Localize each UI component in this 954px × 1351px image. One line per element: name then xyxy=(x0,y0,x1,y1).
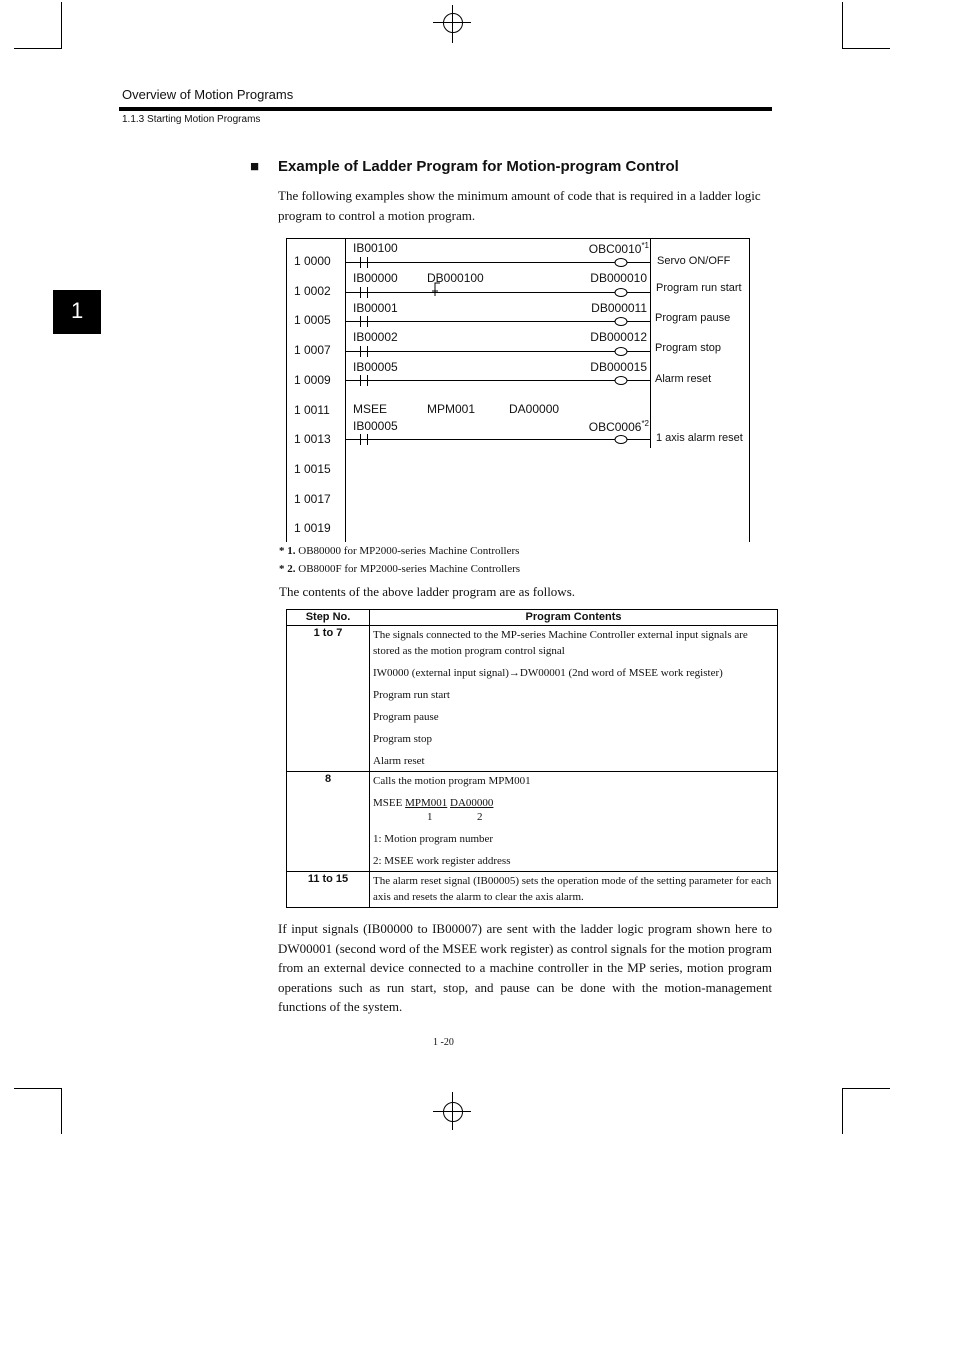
contents-line: 1: Motion program number xyxy=(373,833,494,845)
coil-label: DB000011 xyxy=(591,301,647,315)
section-heading: Example of Ladder Program for Motion-program Control xyxy=(278,158,679,175)
footnote xyxy=(279,545,519,557)
chapter-number: 1 xyxy=(71,298,84,323)
contents-line: 2: MSEE work register address xyxy=(373,855,511,867)
msee-register: DA00000 xyxy=(450,797,494,809)
step-number: 1 0015 xyxy=(294,462,331,476)
column-header: Step No. xyxy=(287,610,370,626)
msee-command: MSEE xyxy=(373,797,403,809)
contents-cell xyxy=(370,626,778,772)
contact-label: IB00005 xyxy=(353,419,398,433)
contact-label: IB00005 xyxy=(353,360,398,374)
rung-comment: Program stop xyxy=(655,342,722,354)
footnote-mark: *2 xyxy=(641,419,649,428)
coil-label: DB000010 xyxy=(590,271,647,285)
registration-mark xyxy=(443,1102,463,1122)
rung-comment: Alarm reset xyxy=(655,373,712,385)
running-header-subsection: 1.1.3 Starting Motion Programs xyxy=(122,114,261,125)
intro-paragraph: The following examples show the minimum amount of code that is required in a ladder logic program to control a motion program. xyxy=(278,188,761,223)
step-cell: 8 xyxy=(287,772,370,872)
contents-line: Calls the motion program MPM001 xyxy=(373,775,531,787)
step-cell: 11 to 15 xyxy=(287,872,370,908)
msee-program: MPM001 xyxy=(427,402,476,416)
step-number: 1 0002 xyxy=(294,284,331,298)
footnote-mark: * 2. xyxy=(279,563,296,575)
contact-label: DB000100 xyxy=(427,271,484,285)
rung-comment: Program pause xyxy=(655,312,731,324)
column-header: Program Contents xyxy=(370,610,778,626)
contact-label: IB00000 xyxy=(353,271,398,285)
step-number: 1 0017 xyxy=(294,492,331,506)
contents-line: IW0000 (external input signal)→DW00001 (2nd word of MSEE work register) xyxy=(373,667,723,679)
step-number: 1 0011 xyxy=(294,403,330,417)
step-number: 1 0019 xyxy=(294,521,331,535)
section-bullet: ■ xyxy=(250,158,260,175)
footnote xyxy=(279,563,520,575)
rung-comment: 1 axis alarm reset xyxy=(656,432,743,444)
table-row xyxy=(287,626,778,772)
crop-mark xyxy=(842,48,890,49)
table-row xyxy=(287,772,778,872)
contents-line: Alarm reset xyxy=(373,755,425,767)
contents-intro: The contents of the above ladder program are as follows. xyxy=(279,584,576,599)
crop-mark xyxy=(14,48,62,49)
footnote-mark: * 1. xyxy=(279,545,296,557)
crop-mark xyxy=(61,1088,62,1134)
contact-label: IB00100 xyxy=(353,241,398,255)
crop-mark xyxy=(61,2,62,48)
contact-label: IB00002 xyxy=(353,330,398,344)
coil-label: OBC0010$^{*1}$ xyxy=(588,241,649,256)
ladder-diagram xyxy=(286,238,750,542)
crop-mark xyxy=(842,2,843,48)
msee-number: 2 xyxy=(477,811,483,823)
coil-label: OBC0006$^{*2}$ xyxy=(588,419,649,434)
program-contents-table xyxy=(286,609,778,908)
msee-register: DA00000 xyxy=(509,402,560,416)
table-row xyxy=(287,872,778,908)
contents-line: Program pause xyxy=(373,711,439,723)
crop-mark xyxy=(14,1088,62,1089)
crop-mark xyxy=(842,1088,843,1134)
msee-program: MPM001 xyxy=(405,797,448,809)
contents-cell xyxy=(370,772,778,872)
rung-comment: Servo ON/OFF xyxy=(657,255,731,267)
footnote-text: OB80000 for MP2000-series Machine Controllers xyxy=(298,545,520,557)
rung-comment: Program run start xyxy=(656,282,742,294)
header-rule xyxy=(119,107,772,111)
step-number: 1 0013 xyxy=(294,432,331,446)
step-number: 1 0000 xyxy=(294,254,331,268)
crop-mark xyxy=(842,1088,890,1089)
table-header-row xyxy=(287,610,778,626)
step-number: 1 0009 xyxy=(294,373,331,387)
contents-line: Program stop xyxy=(373,733,432,745)
page-number: 1 -20 xyxy=(433,1037,454,1048)
contents-cell xyxy=(370,872,778,908)
contact-label: IB00001 xyxy=(353,301,398,315)
footnote-text: OB8000F for MP2000-series Machine Controllers xyxy=(298,563,521,575)
closing-paragraph: If input signals (IB00000 to IB00007) are sent with the ladder logic program shown here to DW00001 (second word of the MSEE work register) as control signals for the motion program from an external device connected to a machine controller in the MP series, motion program operations such as run start, stop, and pause can be done with the motion-management functions of the system. xyxy=(278,921,772,1015)
msee-numbers xyxy=(373,809,774,825)
step-number: 1 0007 xyxy=(294,343,331,357)
msee-command: MSEE xyxy=(353,402,388,416)
running-header-title: Overview of Motion Programs xyxy=(122,87,294,102)
registration-mark xyxy=(443,13,463,33)
contents-line: The alarm reset signal (IB00005) sets the operation mode of the setting parameter for each axis and resets the alarm to clear the axis alarm. xyxy=(373,875,772,903)
chapter-tab xyxy=(53,290,101,334)
coil-label: DB000012 xyxy=(590,330,647,344)
step-number: 1 0005 xyxy=(294,313,331,327)
step-cell: 1 to 7 xyxy=(287,626,370,772)
msee-number: 1 xyxy=(427,811,433,823)
coil-label: DB000015 xyxy=(590,360,647,374)
contents-line: The signals connected to the MP-series Machine Controller external input signals are stored as the motion program control signal xyxy=(373,629,748,657)
footnote-mark: *1 xyxy=(641,241,649,250)
contents-line: Program run start xyxy=(373,689,450,701)
